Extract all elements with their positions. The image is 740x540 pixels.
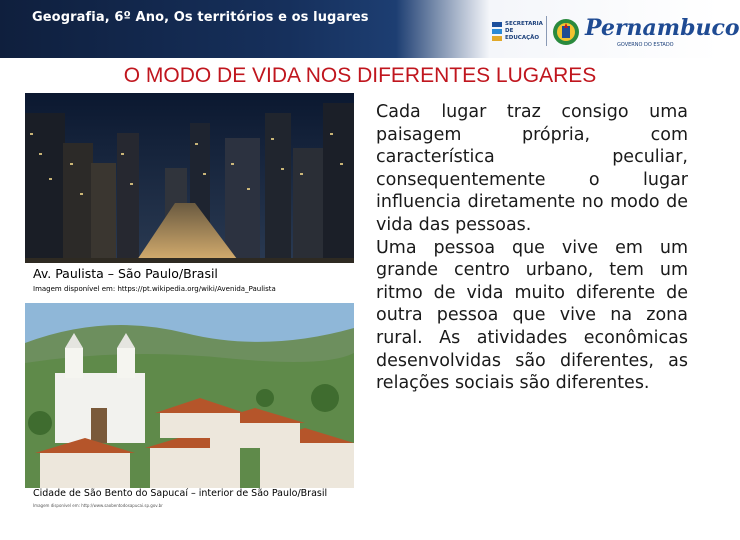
avenida-paulista-photo [25,93,354,263]
secretaria-logo-text: SECRETARIA DE EDUCAÇÃO [505,20,543,41]
secretaria-logo-icon [492,22,502,41]
paragraph-1: Cada lugar traz consigo uma paisagem própria, com característica peculiar, consequentemente o lugar influencia diretamente no modo de vida das pessoas. [376,102,688,235]
header-title: Geografia, 6º Ano, Os territórios e os lugares [32,10,369,25]
photo-2-credit: Imagem disponível em: http://www.saobentodosapucai.sp.gov.br [33,503,163,508]
photo-1-credit: Imagem disponível em: https://pt.wikipedia.org/wiki/Avenida_Paulista [33,285,276,293]
photo-1-caption: Av. Paulista – São Paulo/Brasil [33,266,218,281]
sao-bento-do-sapucai-photo [25,303,354,488]
photo-2-caption: Cidade de São Bento do Sapucaí – interior de São Paulo/Brasil [33,488,328,499]
page-title: O MODO DE VIDA NOS DIFERENTES LUGARES [123,64,597,87]
state-logo-subtitle: GOVERNO DO ESTADO [617,42,674,48]
body-text [376,101,688,395]
secretaria-logo [492,18,542,44]
state-logo-wordmark: Pernambuco [585,15,740,41]
paragraph-2: Uma pessoa que vive em um grande centro urbano, tem um ritmo de vida muito diferente de outra pessoa que vive na zona rural. As atividades econômicas desenvolvidas são diferentes, as relações sociais são diferentes. [376,237,688,394]
logo-divider [546,16,547,46]
